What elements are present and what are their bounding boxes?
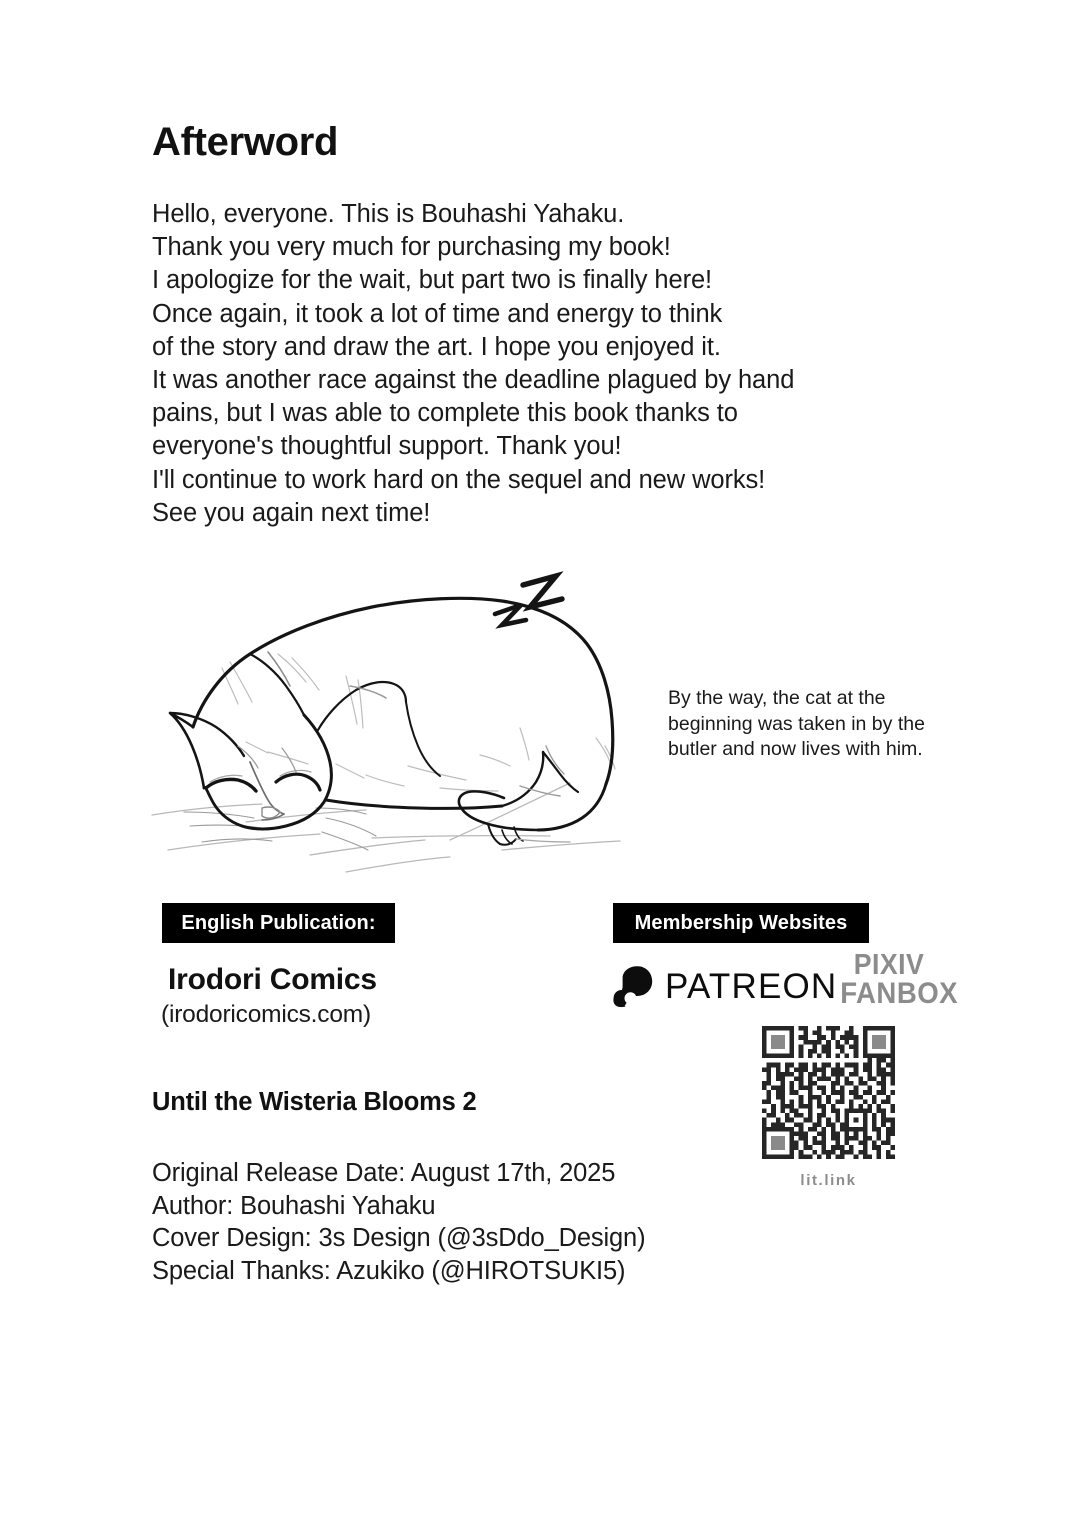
page-title: Afterword: [152, 120, 339, 164]
afterword-body: [152, 198, 942, 530]
afterword-line: Once again, it took a lot of time and energy to think: [152, 299, 723, 328]
afterword-line: Hello, everyone. This is Bouhashi Yahaku.: [152, 200, 625, 228]
afterword-line: I apologize for the wait, but part two is finally here!: [152, 266, 713, 295]
colophon-line: Cover Design: 3s Design (@3sDdo_Design): [152, 1224, 646, 1252]
patreon-logo[interactable]: [609, 962, 837, 1010]
sleeping-cat-illustration: [150, 550, 630, 895]
afterword-line: pains, but I was able to complete this book thanks to: [152, 399, 738, 428]
pixiv-fanbox-logo[interactable]: [836, 949, 959, 1011]
colophon-line: Special Thanks: Azukiko (@HIROTSUKI5): [152, 1256, 626, 1285]
colophon-line: Original Release Date: August 17th, 2025: [152, 1159, 616, 1187]
patreon-wordmark: PATREON: [665, 966, 838, 1006]
publisher-name: Irodori Comics: [168, 963, 377, 996]
qr-code[interactable]: [762, 1026, 895, 1159]
afterword-line: I'll continue to work hard on the sequel and new works!: [152, 465, 766, 494]
cat-caption-line: butler and now lives with him.: [668, 738, 923, 760]
publisher-website[interactable]: (irodoricomics.com): [161, 1001, 371, 1028]
qr-code-label: lit.link: [800, 1172, 857, 1189]
fanbox-line-fanbox: FANBOX: [840, 977, 959, 1011]
patreon-icon: [609, 964, 653, 1008]
cat-caption-line: By the way, the cat at the: [668, 687, 886, 709]
afterword-line: It was another race against the deadline plagued by hand: [152, 366, 795, 395]
afterword-line: Thank you very much for purchasing my book!: [152, 233, 671, 262]
afterword-line: everyone's thoughtful support. Thank you!: [152, 432, 622, 461]
colophon-details: [152, 1157, 772, 1287]
cat-caption: [668, 686, 988, 763]
membership-websites-badge: Membership Websites: [613, 903, 869, 943]
cat-caption-line: beginning was taken in by the: [668, 712, 925, 735]
afterword-line: of the story and draw the art. I hope you enjoyed it.: [152, 332, 721, 361]
colophon-line: Author: Bouhashi Yahaku: [152, 1191, 436, 1220]
afterword-line: See you again next time!: [152, 498, 431, 527]
book-title: Until the Wisteria Blooms 2: [152, 1088, 477, 1116]
english-publication-badge: English Publication:: [162, 903, 395, 943]
fanbox-line-pixiv: PIXIV: [853, 949, 925, 981]
